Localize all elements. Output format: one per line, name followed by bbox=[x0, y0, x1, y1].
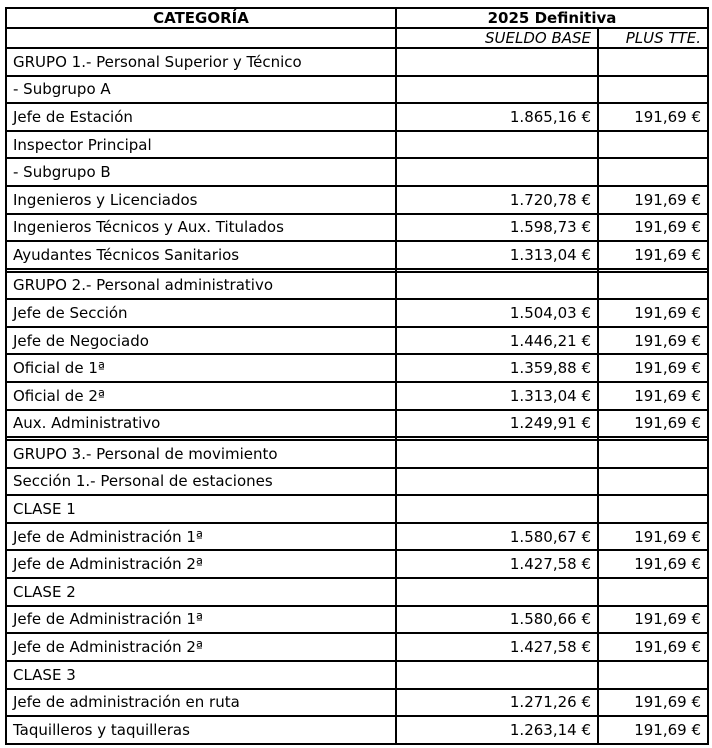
plus-tte-cell bbox=[598, 272, 708, 300]
category-cell: Inspector Principal bbox=[6, 131, 396, 159]
empty-header-cell bbox=[6, 28, 396, 48]
table-row bbox=[6, 48, 708, 76]
plus-tte-cell: 191,69 € bbox=[598, 299, 708, 327]
table-row bbox=[6, 272, 708, 300]
category-cell: Jefe de Administración 1ª bbox=[6, 523, 396, 551]
category-cell: - Subgrupo B bbox=[6, 158, 396, 186]
plus-tte-cell: 191,69 € bbox=[598, 716, 708, 744]
sueldo-base-cell: 1.427,58 € bbox=[396, 633, 598, 661]
sueldo-base-cell bbox=[396, 158, 598, 186]
sueldo-base-header: SUELDO BASE bbox=[396, 28, 598, 48]
table-row bbox=[6, 633, 708, 661]
category-cell: Taquilleros y taquilleras bbox=[6, 716, 396, 744]
table-row bbox=[6, 578, 708, 606]
category-cell: Ingenieros Técnicos y Aux. Titulados bbox=[6, 214, 396, 242]
category-cell: Oficial de 2ª bbox=[6, 382, 396, 410]
plus-tte-cell bbox=[598, 495, 708, 523]
category-cell: GRUPO 3.- Personal de movimiento bbox=[6, 440, 396, 468]
plus-tte-cell: 191,69 € bbox=[598, 214, 708, 242]
table-row bbox=[6, 716, 708, 744]
sueldo-base-cell: 1.313,04 € bbox=[396, 241, 598, 269]
table-row bbox=[6, 214, 708, 242]
plus-tte-cell bbox=[598, 76, 708, 104]
category-cell: Jefe de Administración 2ª bbox=[6, 550, 396, 578]
sueldo-base-cell bbox=[396, 76, 598, 104]
category-cell: Jefe de Administración 2ª bbox=[6, 633, 396, 661]
sueldo-base-cell: 1.865,16 € bbox=[396, 103, 598, 131]
plus-tte-cell: 191,69 € bbox=[598, 410, 708, 438]
sueldo-base-cell: 1.359,88 € bbox=[396, 354, 598, 382]
category-cell: GRUPO 2.- Personal administrativo bbox=[6, 272, 396, 300]
table-row bbox=[6, 241, 708, 269]
sueldo-base-cell bbox=[396, 495, 598, 523]
table-row bbox=[6, 689, 708, 717]
category-cell: Aux. Administrativo bbox=[6, 410, 396, 438]
table-row bbox=[6, 382, 708, 410]
sueldo-base-cell: 1.580,67 € bbox=[396, 523, 598, 551]
category-cell: Ayudantes Técnicos Sanitarios bbox=[6, 241, 396, 269]
sueldo-base-cell: 1.249,91 € bbox=[396, 410, 598, 438]
header-row-2 bbox=[6, 28, 708, 48]
sueldo-base-cell: 1.446,21 € bbox=[396, 327, 598, 355]
sueldo-base-cell: 1.504,03 € bbox=[396, 299, 598, 327]
plus-tte-cell bbox=[598, 440, 708, 468]
category-cell: CLASE 2 bbox=[6, 578, 396, 606]
sueldo-base-cell bbox=[396, 440, 598, 468]
table-row bbox=[6, 76, 708, 104]
year-header: 2025 Definitiva bbox=[396, 8, 708, 28]
sueldo-base-cell: 1.313,04 € bbox=[396, 382, 598, 410]
category-cell: Jefe de Sección bbox=[6, 299, 396, 327]
salary-sheet bbox=[5, 7, 709, 745]
sueldo-base-cell: 1.580,66 € bbox=[396, 606, 598, 634]
table-row bbox=[6, 440, 708, 468]
sueldo-base-cell bbox=[396, 578, 598, 606]
plus-tte-cell bbox=[598, 158, 708, 186]
plus-tte-cell bbox=[598, 48, 708, 76]
table-row bbox=[6, 354, 708, 382]
table-row bbox=[6, 131, 708, 159]
sueldo-base-cell bbox=[396, 131, 598, 159]
sueldo-base-cell: 1.427,58 € bbox=[396, 550, 598, 578]
plus-tte-cell: 191,69 € bbox=[598, 327, 708, 355]
plus-tte-header: PLUS TTE. bbox=[598, 28, 708, 48]
table-row bbox=[6, 410, 708, 438]
category-cell: Jefe de Negociado bbox=[6, 327, 396, 355]
salary-table bbox=[5, 7, 709, 745]
table-row bbox=[6, 550, 708, 578]
plus-tte-cell: 191,69 € bbox=[598, 550, 708, 578]
category-cell: Jefe de administración en ruta bbox=[6, 689, 396, 717]
sueldo-base-cell: 1.263,14 € bbox=[396, 716, 598, 744]
header-row-1 bbox=[6, 8, 708, 28]
table-row bbox=[6, 186, 708, 214]
plus-tte-cell: 191,69 € bbox=[598, 241, 708, 269]
category-cell: Ingenieros y Licenciados bbox=[6, 186, 396, 214]
plus-tte-cell: 191,69 € bbox=[598, 689, 708, 717]
plus-tte-cell bbox=[598, 661, 708, 689]
plus-tte-cell: 191,69 € bbox=[598, 354, 708, 382]
table-row bbox=[6, 158, 708, 186]
sueldo-base-cell: 1.271,26 € bbox=[396, 689, 598, 717]
sueldo-base-cell: 1.720,78 € bbox=[396, 186, 598, 214]
plus-tte-cell bbox=[598, 468, 708, 496]
table-row bbox=[6, 103, 708, 131]
plus-tte-cell: 191,69 € bbox=[598, 382, 708, 410]
sueldo-base-cell bbox=[396, 661, 598, 689]
category-header: CATEGORÍA bbox=[6, 8, 396, 28]
plus-tte-cell bbox=[598, 131, 708, 159]
category-cell: Jefe de Estación bbox=[6, 103, 396, 131]
category-cell: Jefe de Administración 1ª bbox=[6, 606, 396, 634]
table-row bbox=[6, 606, 708, 634]
plus-tte-cell: 191,69 € bbox=[598, 103, 708, 131]
table-row bbox=[6, 299, 708, 327]
plus-tte-cell: 191,69 € bbox=[598, 633, 708, 661]
sueldo-base-cell bbox=[396, 48, 598, 76]
plus-tte-cell: 191,69 € bbox=[598, 523, 708, 551]
sueldo-base-cell: 1.598,73 € bbox=[396, 214, 598, 242]
table-row bbox=[6, 495, 708, 523]
table-row bbox=[6, 468, 708, 496]
category-cell: CLASE 1 bbox=[6, 495, 396, 523]
category-cell: Oficial de 1ª bbox=[6, 354, 396, 382]
plus-tte-cell bbox=[598, 578, 708, 606]
category-cell: Sección 1.- Personal de estaciones bbox=[6, 468, 396, 496]
sueldo-base-cell bbox=[396, 468, 598, 496]
plus-tte-cell: 191,69 € bbox=[598, 606, 708, 634]
category-cell: GRUPO 1.- Personal Superior y Técnico bbox=[6, 48, 396, 76]
category-cell: CLASE 3 bbox=[6, 661, 396, 689]
category-cell: - Subgrupo A bbox=[6, 76, 396, 104]
table-row bbox=[6, 661, 708, 689]
table-row bbox=[6, 523, 708, 551]
sueldo-base-cell bbox=[396, 272, 598, 300]
plus-tte-cell: 191,69 € bbox=[598, 186, 708, 214]
table-row bbox=[6, 327, 708, 355]
